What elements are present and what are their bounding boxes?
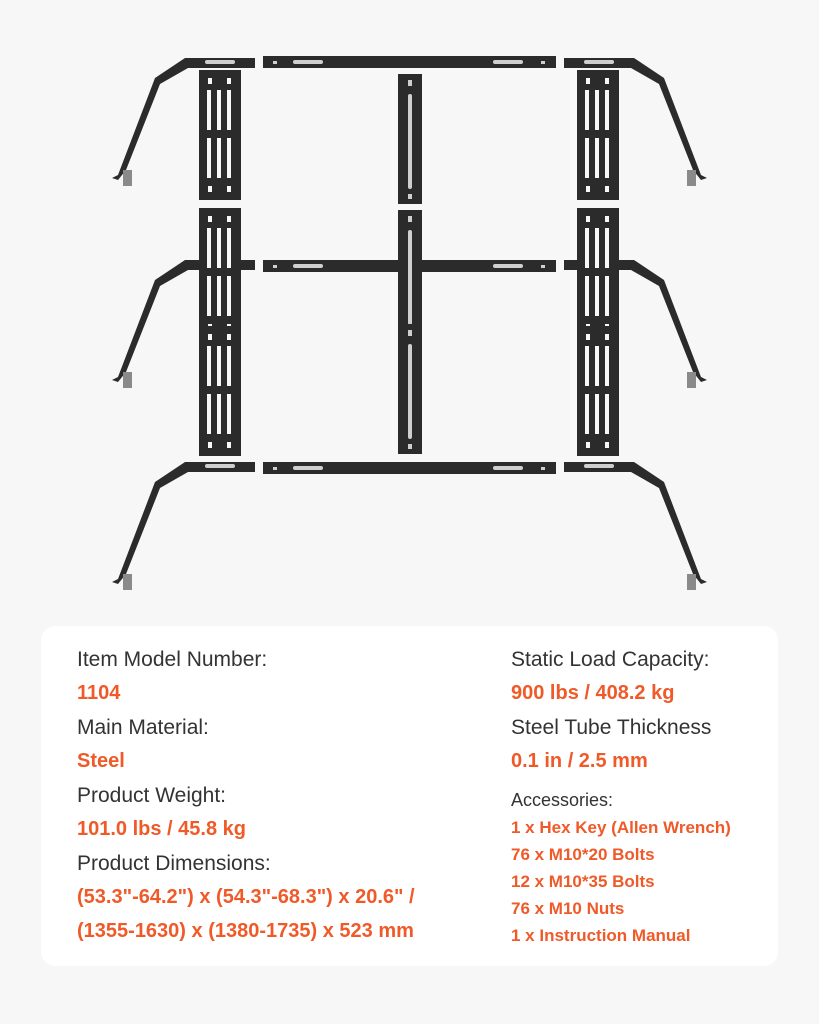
accessory-item: 12 x M10*35 Bolts (511, 872, 655, 891)
material-value: Steel (77, 750, 125, 772)
thickness-label: Steel Tube Thickness (511, 716, 712, 739)
load-value: 900 lbs / 408.2 kg (511, 682, 675, 704)
weight-label: Product Weight: (77, 784, 227, 807)
model-value: 1104 (77, 682, 121, 704)
specs-card (41, 626, 778, 966)
accessory-item: 76 x M10 Nuts (511, 899, 625, 918)
load-label: Static Load Capacity: (511, 648, 710, 671)
material-label: Main Material: (77, 716, 209, 739)
dimensions-label: Product Dimensions: (77, 852, 271, 875)
dimensions-value-line2: (1355-1630) x (1380-1735) x 523 mm (77, 920, 414, 942)
accessories-label: Accessories: (511, 790, 614, 810)
dimensions-value-line1: (53.3"-64.2") x (54.3"-68.3") x 20.6" / (77, 886, 415, 908)
accessory-item: 1 x Instruction Manual (511, 926, 691, 945)
thickness-value: 0.1 in / 2.5 mm (511, 750, 648, 772)
accessory-item: 76 x M10*20 Bolts (511, 845, 655, 864)
weight-value: 101.0 lbs / 45.8 kg (77, 818, 246, 840)
accessory-item: 1 x Hex Key (Allen Wrench) (511, 818, 731, 837)
model-label: Item Model Number: (77, 648, 268, 671)
